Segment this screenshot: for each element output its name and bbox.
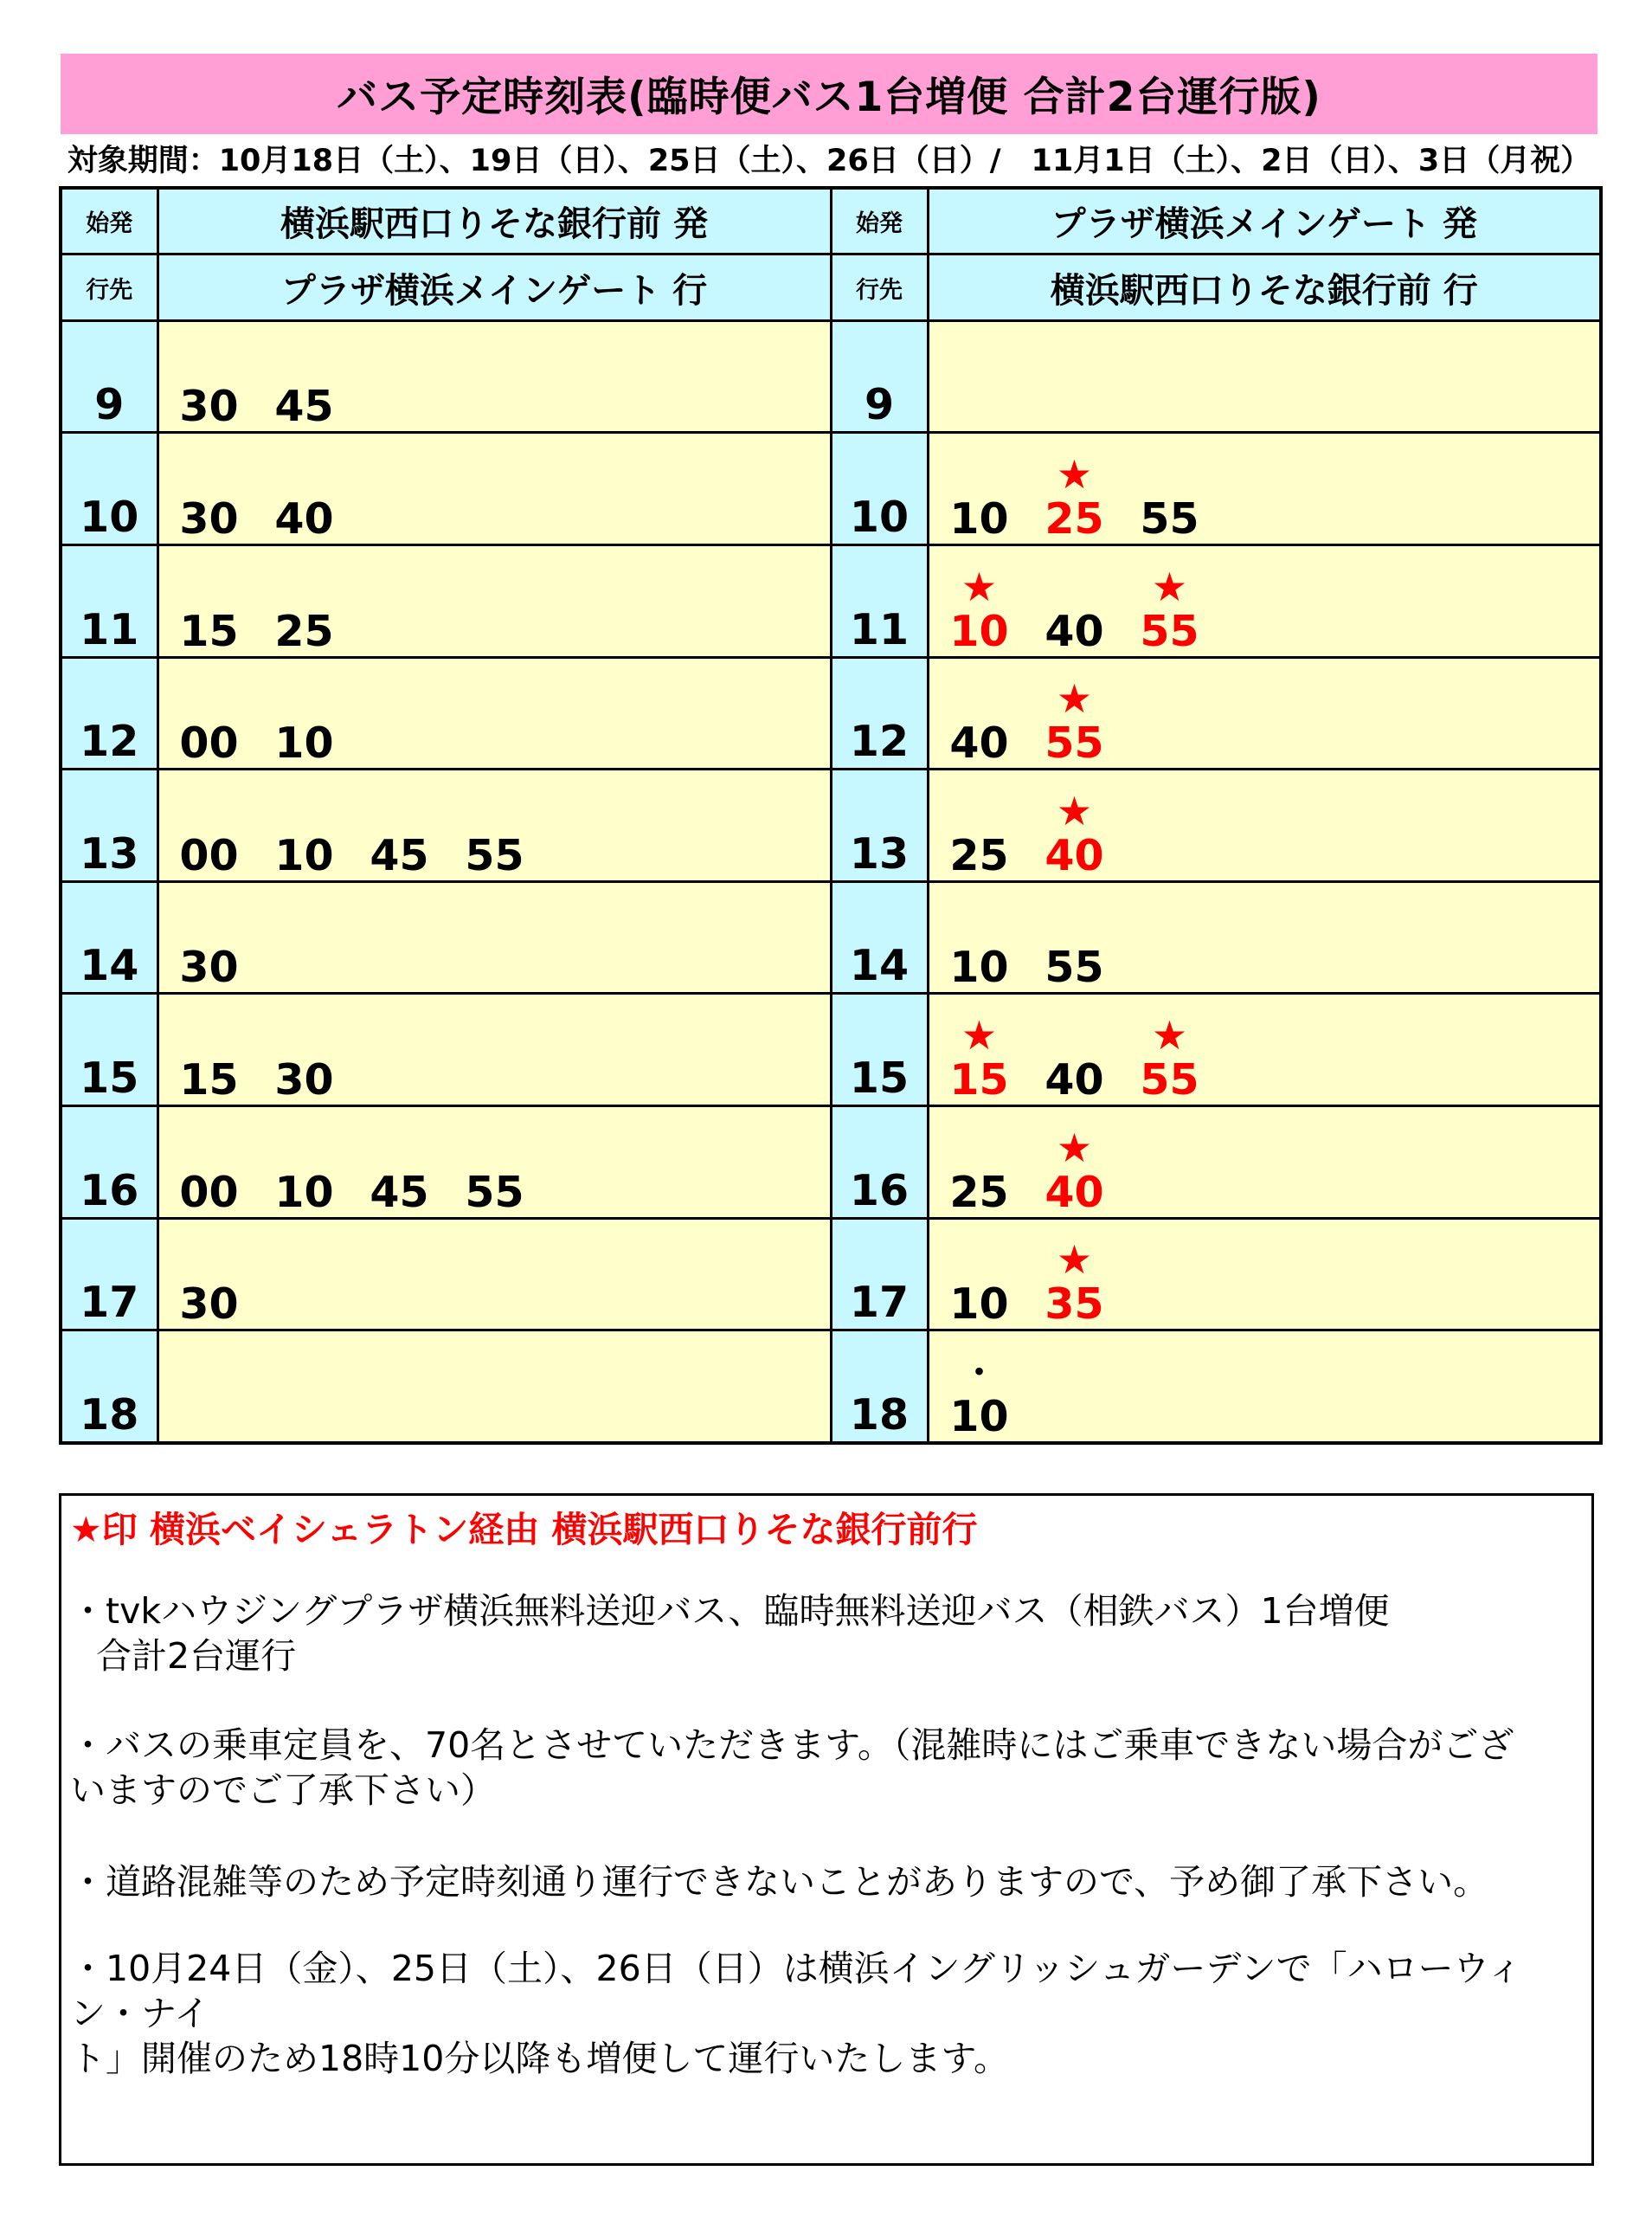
time-value: 40	[274, 493, 334, 544]
left-departure-time	[166, 1167, 253, 1217]
hour-row	[61, 544, 1601, 657]
hour-row	[61, 1106, 1601, 1219]
time-value: 25	[949, 830, 1009, 880]
right-hour-cell: 15	[831, 994, 928, 1106]
time-value: 55	[1045, 718, 1104, 769]
target-period: 対象期間：10月18日（土）、19日（日）、25日（土）、26日（日）/ 11月1日（土）、2日（日）、3日（月祝）	[67, 144, 1591, 178]
right-departure-stop: プラザ横浜メインゲート 発	[928, 188, 1601, 254]
left-departure-time	[166, 382, 253, 432]
right-departure-time	[1032, 450, 1118, 544]
notes-box	[59, 1493, 1594, 2166]
left-departure-time	[166, 718, 253, 769]
time-value: 55	[1140, 493, 1199, 544]
right-departure-time	[1032, 1055, 1118, 1105]
time-value: 55	[465, 830, 524, 880]
right-departure-time	[1127, 563, 1213, 656]
note-4-line-2: ト」開催のため18時10分以降も増便して運行いたします。	[70, 2038, 1010, 2079]
time-value: 10	[949, 1279, 1009, 1330]
right-hour-cell: 14	[831, 881, 928, 994]
right-departure-time	[936, 563, 1023, 656]
left-hour-cell: 12	[61, 657, 157, 770]
right-departure-time	[1032, 943, 1118, 993]
time-value: 15	[179, 1055, 239, 1105]
right-hour-cell: 18	[831, 1330, 928, 1443]
left-departure-time	[452, 830, 538, 880]
star-icon: ★	[1056, 787, 1093, 834]
time-value: 45	[274, 382, 334, 432]
right-departure-time	[936, 1353, 1023, 1441]
page-title: バス予定時刻表(臨時便バス1台増便 合計2台運行版)	[61, 54, 1597, 134]
right-departure-time	[1127, 1012, 1213, 1105]
note-2-line-1: ・バスの乗車定員を、70名とさせていただきます。（混雑時にはご乗車できない場合がござ	[70, 1724, 1514, 1766]
hour-row	[61, 433, 1601, 545]
left-hour-cell: 9	[61, 320, 157, 433]
note-2	[70, 1723, 1585, 1813]
time-value: 40	[1045, 1167, 1104, 1217]
left-departure-time	[357, 1167, 443, 1217]
dest-label-right: 行先	[831, 254, 928, 320]
right-hour-cell: 13	[831, 770, 928, 882]
time-value: 40	[1045, 606, 1104, 656]
right-departure-time	[936, 830, 1023, 880]
hour-row	[61, 994, 1601, 1106]
time-value: 10	[949, 606, 1009, 656]
left-departure-time	[166, 1279, 253, 1330]
right-departure-time	[936, 718, 1023, 769]
left-times-cell	[157, 544, 831, 657]
right-departure-time	[936, 1279, 1023, 1330]
time-value: 10	[949, 493, 1009, 544]
left-hour-cell: 13	[61, 770, 157, 882]
left-times-cell	[157, 320, 831, 433]
note-4-line-1: ・10月24日（金）、25日（土）、26日（日）は横浜イングリッシュガーデンで「ハローウィン・ナイ	[70, 1948, 1523, 2034]
right-times-cell	[928, 657, 1601, 770]
right-departure-time	[936, 493, 1023, 544]
star-legend: ★印 横浜ベイシェラトン経由 横浜駅西口りそな銀行前行	[70, 1509, 978, 1550]
time-value: 25	[274, 606, 334, 656]
right-hour-cell: 11	[831, 544, 928, 657]
note-2-line-2: いますのでご了承下さい）	[70, 1769, 496, 1811]
time-value: 00	[179, 718, 239, 769]
note-1-line-2: 合計2台運行	[96, 1635, 297, 1677]
note-3: ・道路混雑等のため予定時刻通り運行できないことがありますので、予め御了承下さい。	[70, 1861, 1489, 1903]
left-departure-time	[166, 1055, 253, 1105]
left-hour-cell: 16	[61, 1106, 157, 1219]
time-value: 10	[274, 718, 334, 769]
time-value: 30	[274, 1055, 334, 1105]
star-icon: ★	[1056, 1236, 1093, 1284]
left-departure-time	[261, 382, 348, 432]
star-icon: ★	[1056, 675, 1093, 723]
time-value: 10	[949, 943, 1009, 993]
timetable	[59, 186, 1603, 1445]
hour-row	[61, 657, 1601, 770]
right-times-cell	[928, 881, 1601, 994]
star-icon: ★	[1056, 450, 1093, 498]
time-value: 30	[179, 1279, 239, 1330]
star-icon: ★	[961, 1012, 998, 1060]
right-departure-time	[1032, 675, 1118, 769]
left-hour-cell: 14	[61, 881, 157, 994]
left-departure-time	[452, 1167, 538, 1217]
left-departure-time	[261, 830, 348, 880]
time-value: 10	[274, 830, 334, 880]
left-hour-cell: 18	[61, 1330, 157, 1443]
time-value: 55	[1140, 606, 1199, 656]
note-1	[70, 1588, 1585, 1678]
left-times-cell	[157, 1106, 831, 1219]
time-value: 55	[1140, 1055, 1199, 1105]
left-times-cell	[157, 1218, 831, 1330]
left-departure-time	[261, 606, 348, 656]
right-hour-cell: 10	[831, 433, 928, 545]
left-departure-time	[166, 606, 253, 656]
time-value: 30	[179, 943, 239, 993]
star-icon: ★	[1151, 1012, 1188, 1060]
left-times-cell	[157, 657, 831, 770]
right-hour-cell: 17	[831, 1218, 928, 1330]
left-departure-time	[261, 718, 348, 769]
left-departure-time	[166, 493, 253, 544]
time-value: 10	[949, 1392, 1009, 1441]
right-departure-time	[1127, 493, 1213, 544]
hour-row	[61, 1330, 1601, 1443]
right-times-cell	[928, 1330, 1601, 1443]
right-departure-time	[936, 943, 1023, 993]
time-value: 10	[274, 1167, 334, 1217]
left-hour-cell: 17	[61, 1218, 157, 1330]
right-times-cell	[928, 433, 1601, 545]
time-value: 00	[179, 830, 239, 880]
time-value: 30	[179, 382, 239, 432]
right-departure-time	[936, 1012, 1023, 1105]
left-times-cell	[157, 433, 831, 545]
left-destination-stop: プラザ横浜メインゲート 行	[157, 254, 831, 320]
right-destination-stop: 横浜駅西口りそな銀行前 行	[928, 254, 1601, 320]
right-times-cell	[928, 544, 1601, 657]
left-departure-time	[166, 830, 253, 880]
left-departure-time	[166, 943, 253, 993]
time-value: 25	[1045, 493, 1104, 544]
hour-row	[61, 881, 1601, 994]
left-times-cell	[157, 881, 831, 994]
hour-row	[61, 770, 1601, 882]
left-hour-cell: 10	[61, 433, 157, 545]
left-departure-stop: 横浜駅西口りそな銀行前 発	[157, 188, 831, 254]
right-times-cell	[928, 1218, 1601, 1330]
time-value: 25	[949, 1167, 1009, 1217]
right-departure-time	[1032, 1236, 1118, 1330]
right-departure-time	[1032, 606, 1118, 656]
depart-label-left: 始発	[61, 188, 157, 254]
note-1-line-1: ・tvkハウジングプラザ横浜無料送迎バス、臨時無料送迎バス（相鉄バス）1台増便	[70, 1590, 1390, 1632]
left-hour-cell: 11	[61, 544, 157, 657]
depart-label-right: 始発	[831, 188, 928, 254]
left-times-cell	[157, 1330, 831, 1443]
left-times-cell	[157, 994, 831, 1106]
right-times-cell	[928, 994, 1601, 1106]
hour-row	[61, 1218, 1601, 1330]
time-value: 40	[1045, 1055, 1104, 1105]
left-departure-time	[357, 830, 443, 880]
star-icon: ★	[961, 563, 998, 610]
time-value: 15	[179, 606, 239, 656]
right-hour-cell: 9	[831, 320, 928, 433]
time-value: 40	[949, 718, 1009, 769]
time-value: 55	[465, 1167, 524, 1217]
right-hour-cell: 16	[831, 1106, 928, 1219]
time-value: 35	[1045, 1279, 1104, 1330]
left-hour-cell: 15	[61, 994, 157, 1106]
time-value: 40	[1045, 830, 1104, 880]
right-departure-time	[1032, 1124, 1118, 1217]
hour-row	[61, 320, 1601, 433]
left-departure-time	[261, 1055, 348, 1105]
left-departure-time	[261, 1167, 348, 1217]
time-value: 15	[949, 1055, 1009, 1105]
time-value: 45	[370, 1167, 429, 1217]
note-4	[70, 1946, 1585, 2081]
right-times-cell	[928, 320, 1601, 433]
right-hour-cell: 12	[831, 657, 928, 770]
time-value: 55	[1045, 943, 1104, 993]
star-icon: ★	[1056, 1124, 1093, 1171]
dest-label-left: 行先	[61, 254, 157, 320]
right-departure-time	[1032, 787, 1118, 880]
time-value: 30	[179, 493, 239, 544]
left-times-cell	[157, 770, 831, 882]
time-value: 45	[370, 830, 429, 880]
time-value: 00	[179, 1167, 239, 1217]
dot-mark: ・	[961, 1353, 997, 1393]
right-times-cell	[928, 1106, 1601, 1219]
right-times-cell	[928, 770, 1601, 882]
right-departure-time	[936, 1167, 1023, 1217]
left-departure-time	[261, 493, 348, 544]
star-icon: ★	[1151, 563, 1188, 610]
